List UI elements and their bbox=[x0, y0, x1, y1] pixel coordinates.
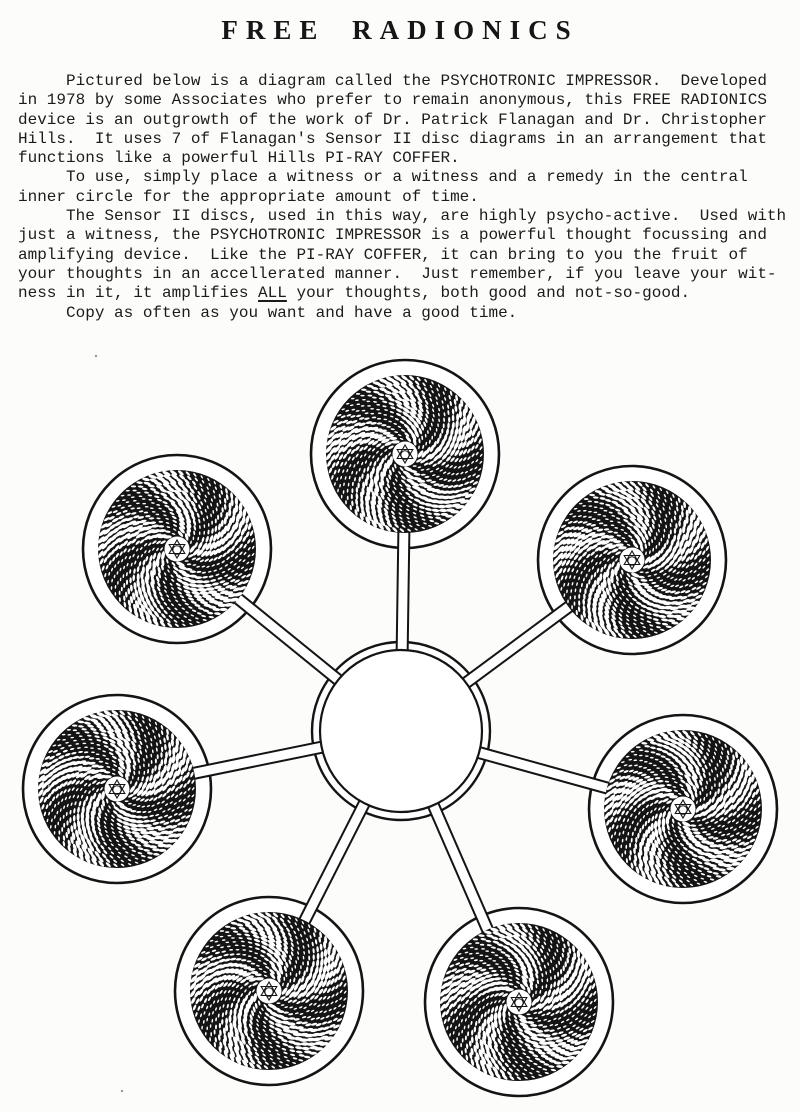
scan-speck bbox=[121, 1090, 123, 1092]
body-text bbox=[18, 72, 800, 323]
text-line: Hills. It uses 7 of Flanagan's Sensor II disc diagrams in an arrangement that bbox=[18, 129, 767, 148]
text-line: just a witness, the PSYCHOTRONIC IMPRESSOR is a powerful thought focussing and bbox=[18, 226, 767, 245]
text-line: amplifying device. Like the PI-RAY COFFER, it can bring to you the fruit of bbox=[18, 245, 748, 264]
text-line: functions like a powerful Hills PI-RAY COFFER. bbox=[18, 149, 460, 168]
page-title: FREE RADIONICS bbox=[221, 15, 579, 45]
text-line: Copy as often as you want and have a good time. bbox=[18, 303, 518, 322]
text-line: Pictured below is a diagram called the PSYCHOTRONIC IMPRESSOR. Developed bbox=[18, 72, 767, 90]
text-line: inner circle for the appropriate amount of time. bbox=[18, 187, 479, 206]
text-line: ness in it, it amplifies ALL your thoughts, both good and not-so-good. bbox=[18, 284, 691, 303]
text-line: your thoughts in an accellerated manner. Just remember, if you leave your wit- bbox=[18, 264, 777, 283]
central-inner-circle bbox=[320, 650, 482, 812]
text-line: device is an outgrowth of the work of Dr. Patrick Flanagan and Dr. Christopher bbox=[18, 110, 767, 129]
text-line: in 1978 by some Associates who prefer to remain anonymous, this FREE RADIONICS bbox=[18, 91, 767, 110]
text-line: To use, simply place a witness or a witness and a remedy in the central bbox=[18, 168, 748, 187]
scan-speck bbox=[48, 785, 50, 787]
scan-speck bbox=[95, 355, 97, 357]
underlined-word: ALL bbox=[258, 284, 287, 303]
text-line: The Sensor II discs, used in this way, are highly psycho-active. Used with bbox=[18, 207, 787, 226]
